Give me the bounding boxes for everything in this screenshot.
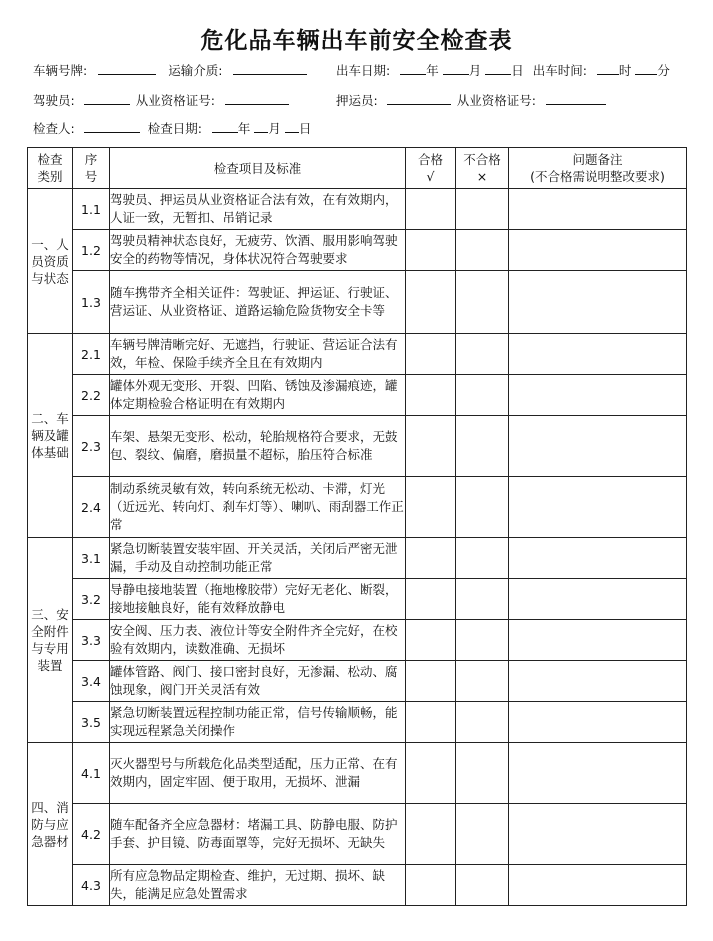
escort-row [336, 91, 606, 109]
item-number: 3.1 [73, 538, 110, 579]
header-fail: 不合格 × [456, 148, 509, 189]
remark-cell[interactable] [509, 375, 687, 416]
table-row [28, 416, 687, 477]
day-text: 日 [511, 63, 524, 78]
pass-cell[interactable] [406, 865, 456, 906]
header-pass: 合格 √ [406, 148, 456, 189]
hour-blank[interactable] [597, 61, 619, 75]
inspector-label: 检查人: [33, 121, 75, 136]
fail-cell[interactable] [456, 230, 509, 271]
item-text: 罐体管路、阀门、接口密封良好，无渗漏、松动、腐蚀现象，阀门开关灵活有效 [110, 661, 406, 702]
year-blank[interactable] [400, 61, 426, 75]
item-number: 2.4 [73, 477, 110, 538]
category-cell: 四、消防与应急器材 [28, 743, 73, 906]
item-number: 3.2 [73, 579, 110, 620]
escort-cert-label: 从业资格证号: [456, 93, 536, 108]
fail-cell[interactable] [456, 375, 509, 416]
pass-cell[interactable] [406, 538, 456, 579]
medium-blank[interactable] [233, 61, 307, 75]
plate-label: 车辆号牌: [33, 63, 88, 78]
fail-cell[interactable] [456, 416, 509, 477]
driver-cert-blank[interactable] [225, 91, 289, 105]
check-year-text: 年 [237, 121, 251, 136]
pass-cell[interactable] [406, 579, 456, 620]
item-text: 车架、悬架无变形、松动，轮胎规格符合要求，无鼓包、裂纹、偏磨，磨损量不超标，胎压符合标准 [110, 416, 406, 477]
item-text: 随车携带齐全相关证件：驾驶证、押运证、行驶证、营运证、从业资格证、道路运输危险货物安全卡等 [110, 271, 406, 334]
fail-cell[interactable] [456, 477, 509, 538]
fail-cell[interactable] [456, 620, 509, 661]
header-item: 检查项目及标准 [110, 148, 406, 189]
table-row [28, 375, 687, 416]
pass-cell[interactable] [406, 702, 456, 743]
info-row-3 [33, 119, 311, 137]
pass-cell[interactable] [406, 375, 456, 416]
remark-cell[interactable] [509, 743, 687, 804]
item-number: 1.1 [73, 189, 110, 230]
pass-cell[interactable] [406, 416, 456, 477]
item-number: 3.3 [73, 620, 110, 661]
table-row [28, 230, 687, 271]
fail-cell[interactable] [456, 189, 509, 230]
item-text: 驾驶员精神状态良好，无疲劳、饮酒、服用影响驾驶安全的药物等情况，身体状况符合驾驶要求 [110, 230, 406, 271]
item-number: 1.2 [73, 230, 110, 271]
pass-cell[interactable] [406, 804, 456, 865]
item-number: 4.1 [73, 743, 110, 804]
fail-cell[interactable] [456, 334, 509, 375]
fail-cell[interactable] [456, 865, 509, 906]
check-day-text: 日 [298, 121, 312, 136]
escort-cert-blank[interactable] [546, 91, 606, 105]
fail-cell[interactable] [456, 579, 509, 620]
depart-date-time [336, 61, 670, 79]
year-text: 年 [426, 63, 439, 78]
item-text: 随车配备齐全应急器材：堵漏工具、防静电服、防护手套、护目镜、防毒面罩等，完好无损坏、无缺失 [110, 804, 406, 865]
table-row [28, 702, 687, 743]
minute-blank[interactable] [635, 61, 657, 75]
page-title: 危化品车辆出车前安全检查表 [200, 28, 513, 54]
fail-cell[interactable] [456, 804, 509, 865]
remark-cell[interactable] [509, 579, 687, 620]
fail-cell[interactable] [456, 271, 509, 334]
fail-cell[interactable] [456, 661, 509, 702]
depart-date-label: 出车日期: [336, 63, 391, 78]
driver-label: 驾驶员: [33, 93, 75, 108]
pass-cell[interactable] [406, 661, 456, 702]
remark-cell[interactable] [509, 804, 687, 865]
table-row [28, 620, 687, 661]
plate-blank[interactable] [98, 61, 156, 75]
item-number: 2.3 [73, 416, 110, 477]
remark-cell[interactable] [509, 702, 687, 743]
pass-cell[interactable] [406, 230, 456, 271]
pass-cell[interactable] [406, 743, 456, 804]
remark-cell[interactable] [509, 416, 687, 477]
day-blank[interactable] [485, 61, 511, 75]
fail-cell[interactable] [456, 743, 509, 804]
item-number: 4.2 [73, 804, 110, 865]
category-cell: 二、车辆及罐体基础 [28, 334, 73, 538]
remark-cell[interactable] [509, 334, 687, 375]
category-cell: 三、安全附件与专用装置 [28, 538, 73, 743]
check-date-label: 检查日期: [147, 121, 202, 136]
escort-label: 押运员: [336, 93, 378, 108]
item-text: 车辆号牌清晰完好、无遮挡，行驶证、营运证合法有效，年检、保险手续齐全且在有效期内 [110, 334, 406, 375]
check-year-blank[interactable] [212, 119, 238, 133]
table-row [28, 579, 687, 620]
item-text: 安全阀、压力表、液位计等安全附件齐全完好，在校验有效期内，读数准确、无损坏 [110, 620, 406, 661]
remark-cell[interactable] [509, 230, 687, 271]
check-day-blank[interactable] [285, 119, 299, 133]
table-row [28, 271, 687, 334]
remark-cell[interactable] [509, 620, 687, 661]
item-number: 1.3 [73, 271, 110, 334]
table-row [28, 334, 687, 375]
fail-cell[interactable] [456, 702, 509, 743]
info-row-1 [33, 61, 307, 79]
header-remark: 问题备注 (不合格需说明整改要求) [509, 148, 687, 189]
remark-cell[interactable] [509, 538, 687, 579]
depart-time-label: 出车时间: [532, 63, 587, 78]
table-row [28, 865, 687, 906]
item-number: 3.5 [73, 702, 110, 743]
check-month-text: 月 [268, 121, 281, 136]
fail-cell[interactable] [456, 538, 509, 579]
table-header-row [28, 148, 687, 189]
item-number: 4.3 [73, 865, 110, 906]
item-text: 制动系统灵敏有效，转向系统无松动、卡滞，灯光（近远光、转向灯、刹车灯等）、喇叭、雨刮器工作正常 [110, 477, 406, 538]
item-text: 所有应急物品定期检查、维护，无过期、损坏、缺失，能满足应急处置需求 [110, 865, 406, 906]
table-row [28, 538, 687, 579]
hour-text: 时 [618, 63, 632, 78]
remark-cell[interactable] [509, 477, 687, 538]
table-row [28, 743, 687, 804]
remark-cell[interactable] [509, 661, 687, 702]
table-row [28, 477, 687, 538]
month-blank[interactable] [443, 61, 469, 75]
pass-cell[interactable] [406, 334, 456, 375]
medium-label: 运输介质: [168, 63, 223, 78]
table-row [28, 804, 687, 865]
escort-blank[interactable] [387, 91, 451, 105]
item-number: 2.2 [73, 375, 110, 416]
driver-cert-label: 从业资格证号: [135, 93, 215, 108]
table-row [28, 661, 687, 702]
remark-cell[interactable] [509, 865, 687, 906]
inspection-table [27, 147, 687, 906]
item-text: 紧急切断装置远程控制功能正常，信号传输顺畅，能实现远程紧急关闭操作 [110, 702, 406, 743]
driver-blank[interactable] [84, 91, 130, 105]
pass-cell[interactable] [406, 271, 456, 334]
month-text: 月 [468, 63, 482, 78]
item-text: 罐体外观无变形、开裂、凹陷、锈蚀及渗漏痕迹，罐体定期检验合格证明在有效期内 [110, 375, 406, 416]
pass-cell[interactable] [406, 477, 456, 538]
check-month-blank[interactable] [254, 119, 268, 133]
item-number: 2.1 [73, 334, 110, 375]
pass-cell[interactable] [406, 620, 456, 661]
header-category: 检查 类别 [28, 148, 73, 189]
pass-cell[interactable] [406, 189, 456, 230]
remark-cell[interactable] [509, 271, 687, 334]
minute-text: 分 [657, 63, 670, 78]
category-cell: 一、人员资质与状态 [28, 189, 73, 334]
item-text: 紧急切断装置安装牢固、开关灵活，关闭后严密无泄漏，手动及自动控制功能正常 [110, 538, 406, 579]
table-row [28, 189, 687, 230]
remark-cell[interactable] [509, 189, 687, 230]
item-text: 导静电接地装置（拖地橡胶带）完好无老化、断裂，接地接触良好，能有效释放静电 [110, 579, 406, 620]
header-number: 序 号 [73, 148, 110, 189]
item-text: 灭火器型号与所载危化品类型适配，压力正常、在有效期内，固定牢固、便于取用，无损坏、泄漏 [110, 743, 406, 804]
item-text: 驾驶员、押运员从业资格证合法有效，在有效期内，人证一致，无暂扣、吊销记录 [110, 189, 406, 230]
inspector-blank[interactable] [84, 119, 140, 133]
info-row-2 [33, 91, 289, 109]
item-number: 3.4 [73, 661, 110, 702]
